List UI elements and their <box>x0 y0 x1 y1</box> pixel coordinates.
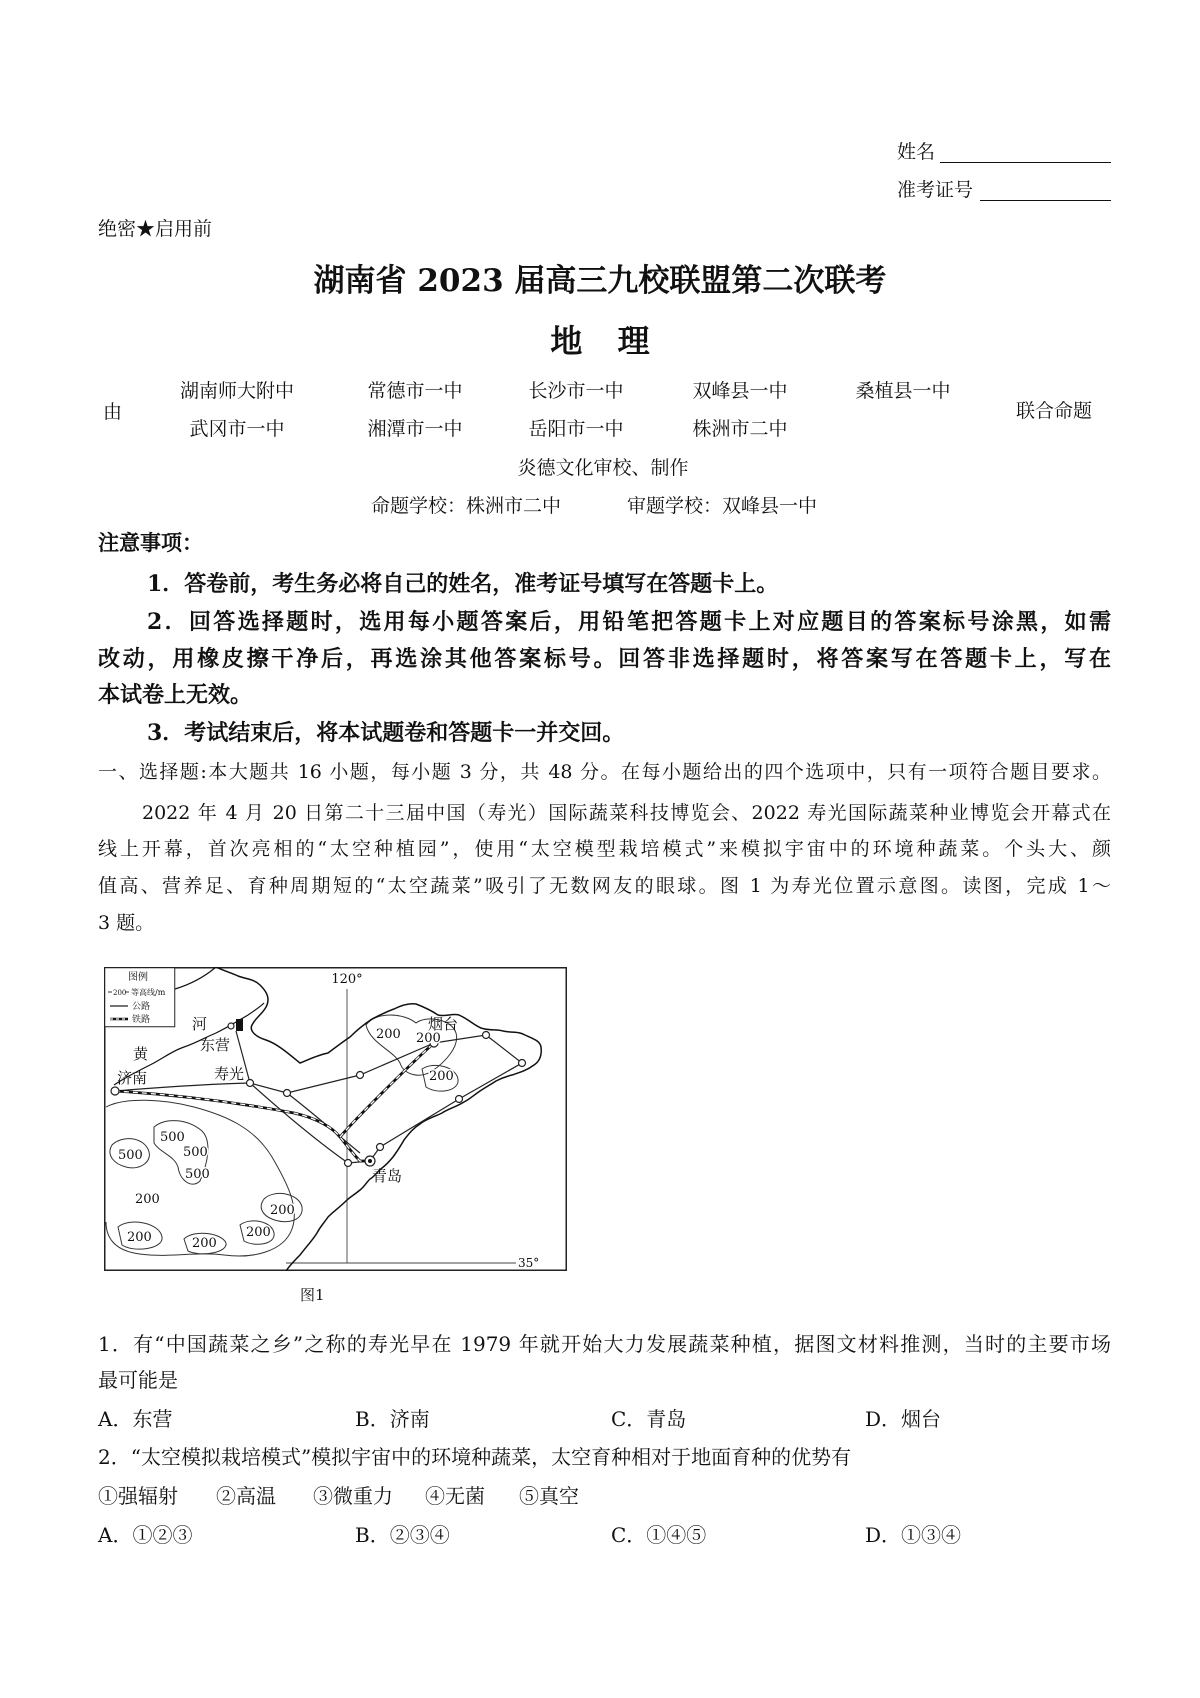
place-label-shouguang: 寿光 <box>214 1065 245 1083</box>
contour-value-label: 200 <box>416 1031 441 1046</box>
name-label: 姓名 <box>897 141 936 163</box>
question-line: 最可能是 <box>98 1368 178 1392</box>
exam-id-label: 准考证号 <box>897 179 974 201</box>
notes-heading: 注意事项： <box>98 530 203 555</box>
school-name: 湖南师大附中 <box>179 380 294 402</box>
setter-school: 命题学校：株洲市二中 <box>371 495 562 517</box>
statement-item: ②高温 <box>216 1484 276 1508</box>
place-label-jinan: 济南 <box>117 1069 148 1087</box>
exam-title: 湖南省 2023 届高三九校联盟第二次联考 <box>313 263 887 299</box>
note-line: 改动，用橡皮擦干净后，再选涂其他答案标号。回答非选择题时，将答案写在答题卡上，写在 <box>98 646 1111 672</box>
statement-item: ①强辐射 <box>98 1484 178 1508</box>
legend-rail-label: 铁路 <box>132 1015 151 1025</box>
road-node <box>456 1096 463 1103</box>
review-credit: 炎德文化审校、制作 <box>517 457 689 479</box>
passage-line: 线上开幕，首次亮相的“太空种植园”，使用“太空模型栽培模式”来模拟宇宙中的环境种蔬菜。个头大、颜 <box>98 838 1111 860</box>
contour-value-label: 200 <box>192 1236 217 1251</box>
contour-value-label: 200 <box>246 1225 271 1240</box>
meridian-label: 120° <box>331 972 363 987</box>
school-name: 湘潭市一中 <box>367 418 463 440</box>
exam-id-blank-line <box>980 200 1111 201</box>
note-line: 本试卷上无效。 <box>98 682 253 708</box>
figure-map <box>104 967 567 1271</box>
note-line: 2．回答选择题时，选用每小题答案后，用铅笔把答题卡上对应题目的答案标号涂黑，如需 <box>147 609 1111 635</box>
figure-caption: 图1 <box>300 1286 325 1304</box>
note-line: 1．答卷前，考生务必将自己的姓名，准考证号填写在答题卡上。 <box>147 571 779 597</box>
place-label-huang: 黄 <box>133 1045 149 1063</box>
road-node <box>519 1060 526 1067</box>
legend-contour-value: 200 <box>113 989 127 997</box>
option-c: C．青岛 <box>611 1407 687 1431</box>
subject-title: 地 理 <box>550 322 650 360</box>
contour-value-label: 500 <box>185 1167 210 1182</box>
road-node <box>284 1090 291 1097</box>
passage-line: 2022 年 4 月 20 日第二十三届中国（寿光）国际蔬菜科技博览会、2022 寿光国际蔬菜种业博览会开幕式在 <box>142 802 1111 824</box>
contour-value-label: 200 <box>127 1230 152 1245</box>
school-name: 长沙市一中 <box>528 380 624 402</box>
option-b: B．②③④ <box>355 1523 450 1547</box>
option-a: A．东营 <box>98 1407 173 1431</box>
school-name: 岳阳市一中 <box>528 418 624 440</box>
parallel-label: 35° <box>518 1256 540 1270</box>
contour-value-label: 200 <box>376 1027 401 1042</box>
name-blank-line <box>940 162 1111 163</box>
section-heading: 一、选择题:本大题共 16 小题，每小题 3 分，共 48 分。在每小题给出的四个选项中，只有一项符合题目要求。 <box>98 761 1111 783</box>
city-marker-qingdao-center <box>368 1159 372 1163</box>
option-a: A．①②③ <box>98 1523 193 1547</box>
authorship-suffix: 联合命题 <box>1015 400 1092 422</box>
school-name: 常德市一中 <box>367 380 463 402</box>
place-label-yantai: 烟台 <box>428 1015 459 1033</box>
road-node <box>345 1160 352 1167</box>
contour-value-label: 500 <box>160 1130 185 1145</box>
legend-road-label: 公路 <box>132 1002 151 1012</box>
option-c: C．①④⑤ <box>611 1523 707 1547</box>
contour-value-label: 200 <box>135 1192 160 1207</box>
contour-value-label: 500 <box>118 1148 143 1163</box>
passage-line: 3 题。 <box>98 912 155 934</box>
dongying-marker <box>228 1023 234 1029</box>
contour-value-label: 200 <box>429 1069 454 1084</box>
option-d: D．烟台 <box>865 1407 942 1431</box>
city-marker-jinan <box>111 1087 119 1095</box>
legend-contour-label: 等高线/m <box>131 988 166 997</box>
place-label-qingdao: 青岛 <box>372 1167 403 1185</box>
contour-value-label: 500 <box>183 1145 208 1160</box>
statement-item: ④无菌 <box>425 1484 485 1508</box>
option-b: B．济南 <box>355 1407 430 1431</box>
confidential-mark: 绝密★启用前 <box>98 218 213 240</box>
question-line: 2．“太空模拟栽培模式”模拟宇宙中的环境种蔬菜，太空育种相对于地面育种的优势有 <box>98 1445 852 1469</box>
reviewer-school: 审题学校：双峰县一中 <box>627 495 818 517</box>
road-node <box>357 1072 364 1079</box>
passage-line: 值高、营养足、育种周期短的“太空蔬菜”吸引了无数网友的眼球。图 1 为寿光位置示意图。读图，完成 1～ <box>98 875 1111 897</box>
legend-title: 图例 <box>128 972 148 983</box>
school-name: 武冈市一中 <box>189 418 285 440</box>
place-label-dongying: 东营 <box>200 1036 231 1054</box>
school-name: 桑植县一中 <box>855 380 951 402</box>
road-node <box>483 1032 490 1039</box>
statement-item: ⑤真空 <box>519 1484 579 1508</box>
option-d: D．①③④ <box>865 1523 962 1547</box>
place-label-he: 河 <box>192 1015 208 1033</box>
oil-field-icon <box>236 1019 243 1031</box>
road-node <box>377 1144 384 1151</box>
school-name: 株洲市二中 <box>692 418 788 440</box>
contour-value-label: 200 <box>270 1203 295 1218</box>
note-line: 3．考试结束后，将本试题卷和答题卡一并交回。 <box>147 720 625 746</box>
school-name: 双峰县一中 <box>692 380 788 402</box>
statement-item: ③微重力 <box>313 1484 393 1508</box>
question-line: 1．有“中国蔬菜之乡”之称的寿光早在 1979 年就开始大力发展蔬菜种植，据图文材料推测，当时的主要市场 <box>98 1332 1111 1356</box>
authorship-prefix: 由 <box>103 401 123 423</box>
city-marker-shouguang <box>247 1080 254 1087</box>
